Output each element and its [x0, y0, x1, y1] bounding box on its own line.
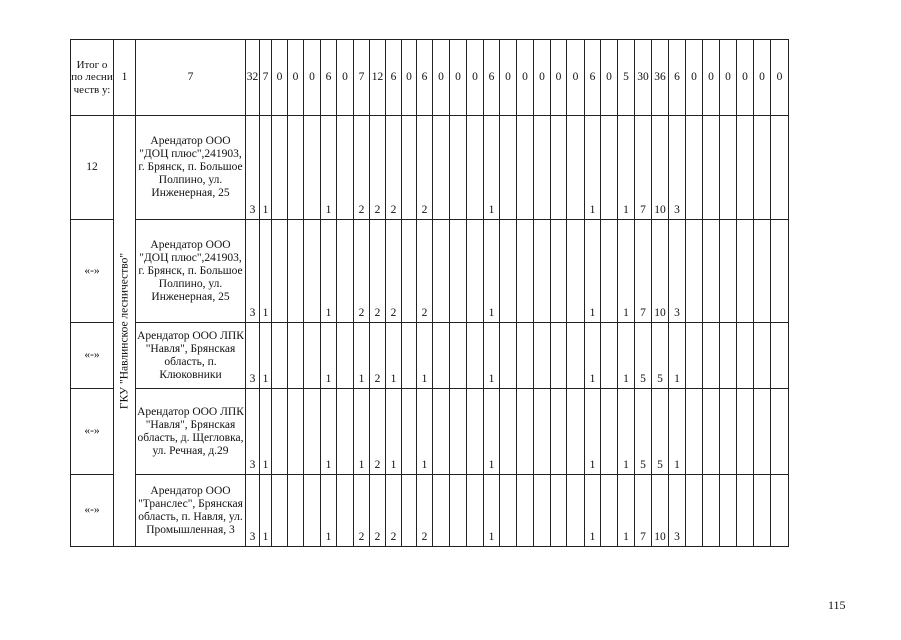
value-cell — [720, 116, 737, 220]
value-cell — [737, 116, 754, 220]
value-cell — [337, 389, 354, 475]
value-cell: 1 — [484, 389, 500, 475]
value-cell — [534, 389, 551, 475]
header-total-cell: 7 — [260, 40, 272, 116]
value-cell — [500, 389, 517, 475]
value-cell — [450, 220, 467, 323]
row-marker: «-» — [71, 323, 114, 389]
value-cell — [337, 220, 354, 323]
header-total-cell: 36 — [652, 40, 669, 116]
header-total-cell: 5 — [618, 40, 635, 116]
header-total-cell: 0 — [534, 40, 551, 116]
value-cell: 5 — [652, 389, 669, 475]
value-cell — [754, 220, 771, 323]
value-cell — [567, 323, 585, 389]
header-total-cell: 0 — [450, 40, 467, 116]
header-total-cell: 0 — [500, 40, 517, 116]
header-row — [71, 40, 789, 116]
value-cell: 10 — [652, 116, 669, 220]
value-cell: 1 — [354, 323, 370, 389]
value-cell — [686, 389, 703, 475]
value-cell: 1 — [321, 389, 337, 475]
table-row — [71, 220, 789, 323]
value-cell: 1 — [585, 220, 601, 323]
value-cell: 3 — [246, 220, 260, 323]
value-cell: 1 — [618, 475, 635, 547]
value-cell: 1 — [386, 389, 402, 475]
value-cell: 2 — [370, 116, 386, 220]
header-total-cell: 0 — [433, 40, 450, 116]
header-total-cell: 0 — [288, 40, 304, 116]
value-cell — [272, 116, 288, 220]
value-cell — [288, 475, 304, 547]
value-cell — [754, 389, 771, 475]
header-total-cell: 0 — [771, 40, 789, 116]
header-total-cell: 6 — [669, 40, 686, 116]
header-total-cell: 0 — [567, 40, 585, 116]
header-col-1: 1 — [114, 40, 136, 116]
value-cell — [500, 475, 517, 547]
value-cell — [567, 389, 585, 475]
value-cell — [402, 475, 417, 547]
value-cell — [686, 323, 703, 389]
value-cell — [534, 220, 551, 323]
value-cell — [288, 116, 304, 220]
value-cell — [304, 116, 321, 220]
value-cell — [304, 323, 321, 389]
value-cell: 10 — [652, 475, 669, 547]
header-total-cell: 6 — [386, 40, 402, 116]
value-cell: 2 — [417, 475, 433, 547]
value-cell: 3 — [669, 116, 686, 220]
value-cell — [720, 323, 737, 389]
value-cell: 2 — [386, 116, 402, 220]
value-cell — [703, 116, 720, 220]
row-marker: «-» — [71, 220, 114, 323]
value-cell: 5 — [635, 389, 652, 475]
value-cell: 1 — [260, 323, 272, 389]
value-cell — [737, 323, 754, 389]
value-cell: 1 — [321, 475, 337, 547]
value-cell — [567, 116, 585, 220]
value-cell — [703, 475, 720, 547]
tenant-cell: Арендатор ООО "ДОЦ плюс",241903, г. Брянск, п. Большое Полпино, ул. Инженерная, 25 — [136, 220, 246, 323]
table-row — [71, 116, 789, 220]
value-cell: 1 — [585, 475, 601, 547]
value-cell — [754, 116, 771, 220]
header-total-cell: 0 — [601, 40, 618, 116]
tenant-cell: Арендатор ООО "Транслес", Брянская область, п. Навля, ул. Промышленная, 3 — [136, 475, 246, 547]
value-cell: 2 — [417, 116, 433, 220]
header-total-cell: 6 — [417, 40, 433, 116]
table-row — [71, 475, 789, 547]
value-cell — [433, 475, 450, 547]
itog-label: Итог о по лесни честв у: — [71, 40, 114, 116]
header-total-cell: 12 — [370, 40, 386, 116]
value-cell: 1 — [417, 323, 433, 389]
header-total-cell: 0 — [402, 40, 417, 116]
value-cell — [402, 220, 417, 323]
value-cell — [288, 220, 304, 323]
forestry-name: ГКУ "Навлинское лесничество" — [118, 252, 130, 410]
tenant-cell: Арендатор ООО ЛПК "Навля", Брянская область, п. Клюковники — [136, 323, 246, 389]
value-cell — [601, 389, 618, 475]
value-cell — [551, 220, 567, 323]
value-cell — [450, 116, 467, 220]
value-cell — [337, 116, 354, 220]
value-cell — [601, 475, 618, 547]
value-cell — [433, 116, 450, 220]
value-cell — [737, 220, 754, 323]
value-cell — [737, 389, 754, 475]
header-total-cell: 0 — [551, 40, 567, 116]
value-cell — [288, 323, 304, 389]
value-cell: 1 — [484, 475, 500, 547]
value-cell — [534, 475, 551, 547]
value-cell — [771, 323, 789, 389]
header-col-2: 7 — [136, 40, 246, 116]
header-total-cell: 0 — [686, 40, 703, 116]
table-row — [71, 389, 789, 475]
value-cell: 2 — [354, 475, 370, 547]
value-cell — [467, 116, 484, 220]
value-cell — [703, 323, 720, 389]
value-cell: 7 — [635, 116, 652, 220]
value-cell: 2 — [370, 323, 386, 389]
value-cell: 1 — [321, 323, 337, 389]
value-cell — [500, 323, 517, 389]
value-cell: 1 — [484, 220, 500, 323]
value-cell — [720, 389, 737, 475]
value-cell — [450, 323, 467, 389]
value-cell: 7 — [635, 220, 652, 323]
value-cell — [402, 323, 417, 389]
value-cell: 1 — [386, 323, 402, 389]
value-cell: 3 — [246, 475, 260, 547]
value-cell — [304, 220, 321, 323]
value-cell: 10 — [652, 220, 669, 323]
header-total-cell: 6 — [321, 40, 337, 116]
value-cell — [272, 323, 288, 389]
table-row — [71, 323, 789, 389]
row-marker: «-» — [71, 475, 114, 547]
value-cell — [337, 323, 354, 389]
value-cell — [272, 475, 288, 547]
value-cell — [467, 323, 484, 389]
value-cell — [771, 220, 789, 323]
forestry-name-cell — [114, 116, 136, 547]
header-total-cell: 0 — [337, 40, 354, 116]
header-total-cell: 0 — [517, 40, 534, 116]
header-total-cell: 0 — [467, 40, 484, 116]
value-cell — [551, 323, 567, 389]
value-cell — [450, 389, 467, 475]
value-cell — [500, 116, 517, 220]
value-cell: 2 — [370, 220, 386, 323]
value-cell — [703, 389, 720, 475]
tenant-cell: Арендатор ООО ЛПК "Навля", Брянская область, д. Щегловка, ул. Речная, д.29 — [136, 389, 246, 475]
value-cell: 7 — [635, 475, 652, 547]
value-cell — [720, 220, 737, 323]
value-cell — [771, 116, 789, 220]
page-number: 115 — [828, 598, 846, 612]
header-total-cell: 0 — [720, 40, 737, 116]
value-cell — [467, 475, 484, 547]
value-cell: 1 — [260, 220, 272, 323]
value-cell — [433, 323, 450, 389]
header-total-cell: 0 — [272, 40, 288, 116]
value-cell: 1 — [618, 116, 635, 220]
value-cell — [517, 116, 534, 220]
value-cell — [686, 116, 703, 220]
value-cell — [686, 475, 703, 547]
value-cell: 1 — [618, 220, 635, 323]
value-cell — [272, 220, 288, 323]
value-cell — [703, 220, 720, 323]
value-cell — [686, 220, 703, 323]
value-cell: 1 — [669, 389, 686, 475]
value-cell — [534, 116, 551, 220]
value-cell — [288, 389, 304, 475]
header-total-cell: 7 — [354, 40, 370, 116]
value-cell: 1 — [260, 389, 272, 475]
value-cell — [402, 389, 417, 475]
value-cell: 1 — [260, 116, 272, 220]
header-total-cell: 32 — [246, 40, 260, 116]
value-cell: 2 — [370, 389, 386, 475]
value-cell: 3 — [669, 475, 686, 547]
value-cell — [771, 475, 789, 547]
value-cell: 1 — [417, 389, 433, 475]
value-cell: 1 — [321, 116, 337, 220]
value-cell: 1 — [669, 323, 686, 389]
value-cell: 1 — [484, 323, 500, 389]
header-total-cell: 0 — [703, 40, 720, 116]
value-cell — [601, 220, 618, 323]
value-cell — [517, 389, 534, 475]
value-cell — [551, 475, 567, 547]
value-cell — [467, 220, 484, 323]
value-cell: 1 — [618, 323, 635, 389]
forestry-table — [70, 39, 789, 547]
value-cell — [567, 220, 585, 323]
value-cell — [754, 475, 771, 547]
value-cell — [500, 220, 517, 323]
header-total-cell: 0 — [754, 40, 771, 116]
row-marker: 12 — [71, 116, 114, 220]
value-cell: 1 — [585, 323, 601, 389]
value-cell: 5 — [652, 323, 669, 389]
value-cell — [450, 475, 467, 547]
header-total-cell: 6 — [484, 40, 500, 116]
value-cell: 2 — [386, 475, 402, 547]
value-cell: 5 — [635, 323, 652, 389]
value-cell — [737, 475, 754, 547]
value-cell: 3 — [669, 220, 686, 323]
value-cell — [517, 475, 534, 547]
value-cell: 1 — [618, 389, 635, 475]
value-cell — [272, 389, 288, 475]
value-cell: 1 — [585, 116, 601, 220]
header-total-cell: 30 — [635, 40, 652, 116]
value-cell — [720, 475, 737, 547]
header-total-cell: 0 — [737, 40, 754, 116]
value-cell — [337, 475, 354, 547]
value-cell: 2 — [417, 220, 433, 323]
value-cell — [567, 475, 585, 547]
value-cell — [754, 323, 771, 389]
value-cell: 3 — [246, 116, 260, 220]
value-cell — [433, 389, 450, 475]
value-cell: 2 — [354, 116, 370, 220]
value-cell: 1 — [484, 116, 500, 220]
value-cell: 3 — [246, 389, 260, 475]
value-cell — [304, 475, 321, 547]
value-cell — [402, 116, 417, 220]
tenant-cell: Арендатор ООО "ДОЦ плюс",241903, г. Брянск, п. Большое Полпино, ул. Инженерная, 25 — [136, 116, 246, 220]
header-total-cell: 6 — [585, 40, 601, 116]
value-cell: 1 — [354, 389, 370, 475]
value-cell — [551, 116, 567, 220]
value-cell: 2 — [370, 475, 386, 547]
value-cell: 1 — [321, 220, 337, 323]
value-cell: 2 — [386, 220, 402, 323]
value-cell — [517, 323, 534, 389]
value-cell — [304, 389, 321, 475]
value-cell: 3 — [246, 323, 260, 389]
value-cell — [467, 389, 484, 475]
value-cell — [433, 220, 450, 323]
value-cell — [771, 389, 789, 475]
value-cell — [551, 389, 567, 475]
value-cell — [601, 323, 618, 389]
value-cell — [517, 220, 534, 323]
value-cell — [601, 116, 618, 220]
value-cell: 1 — [585, 389, 601, 475]
header-total-cell: 0 — [304, 40, 321, 116]
value-cell: 2 — [354, 220, 370, 323]
value-cell: 1 — [260, 475, 272, 547]
value-cell — [534, 323, 551, 389]
row-marker: «-» — [71, 389, 114, 475]
